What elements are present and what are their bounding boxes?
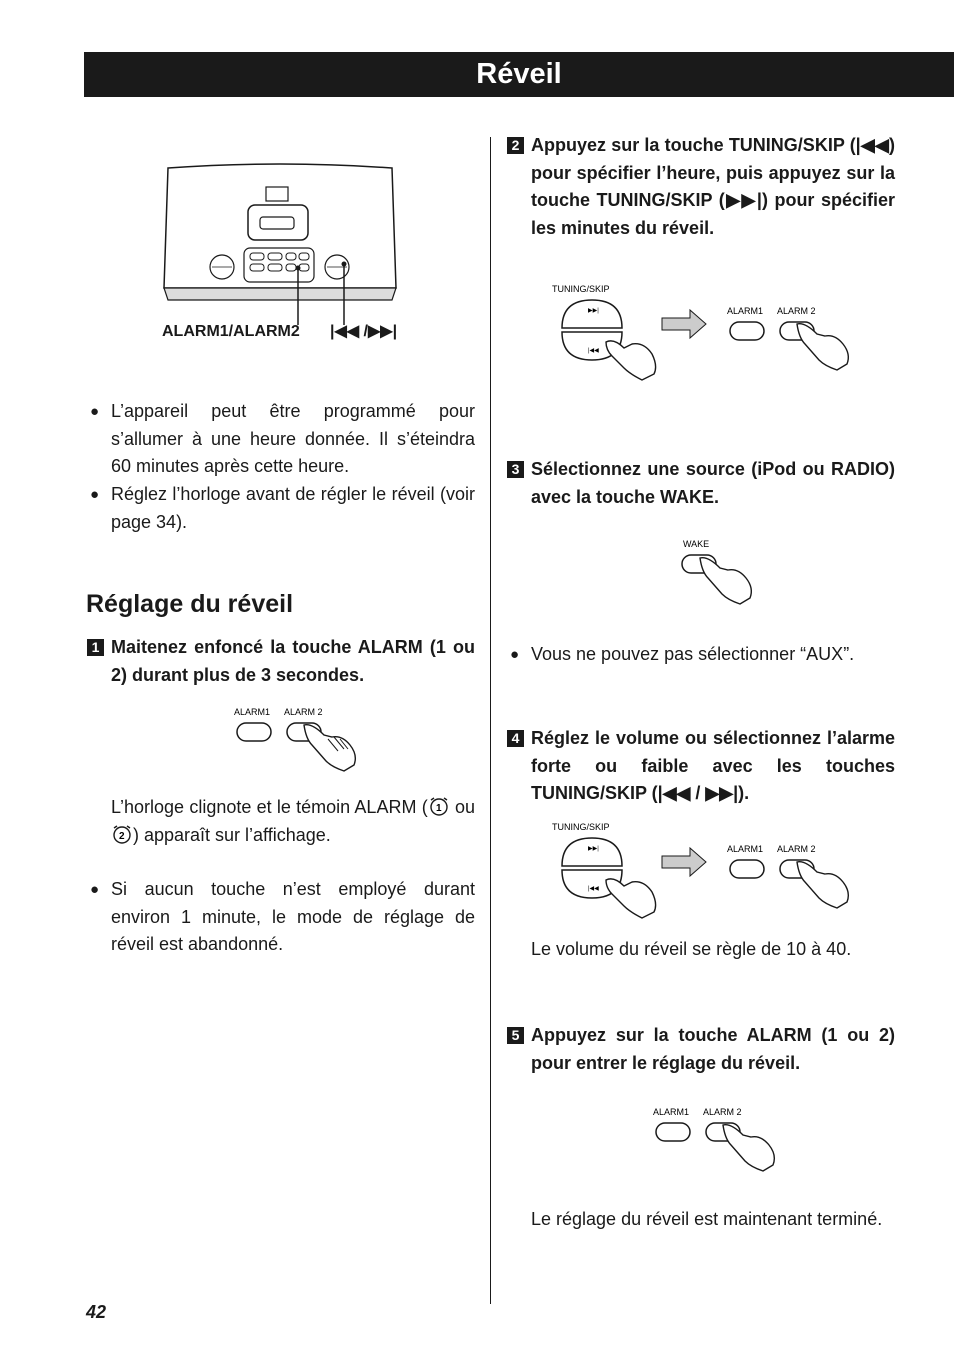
bullet-marker: ●	[90, 881, 100, 898]
svg-text:2: 2	[119, 830, 125, 842]
alarm1-label: ALARM1	[653, 1107, 690, 1117]
step-1-note-before: L’horloge clignote et le témoin ALARM (	[111, 797, 428, 817]
bullet-marker: ●	[90, 486, 100, 503]
prev-glyph: |◀◀	[588, 886, 599, 892]
alarm2-label: ALARM 2	[777, 844, 816, 854]
step-number: 5	[507, 1027, 524, 1044]
tuning-skip-label: TUNING/SKIP	[552, 284, 610, 294]
step-number: 2	[507, 137, 524, 154]
svg-text:1: 1	[435, 803, 442, 815]
step-5-text: Appuyez sur la touche ALARM (1 ou 2) pour entrer le réglage du réveil.	[531, 1025, 895, 1073]
wake-button-figure	[680, 538, 770, 608]
intro-bullet-1: L’appareil peut être programmé pour s’allumer à une heure donnée. Il s’éteindra 60 minutes après cette heure.	[111, 401, 475, 476]
step-3-bullet: Vous ne pouvez pas sélectionner “AUX”.	[531, 644, 855, 664]
step-1-note-after: ) apparaît sur l’affichage.	[133, 824, 331, 845]
alarm1-label: ALARM1	[234, 707, 271, 717]
intro-bullet-2: Réglez l’horloge avant de régler le réveil (voir page 34).	[111, 484, 475, 532]
step-5-note: Le réglage du réveil est maintenant terminé.	[531, 1209, 883, 1229]
step-1-note	[111, 794, 475, 849]
step-4-text: Réglez le volume ou sélectionnez l’alarme forte ou faible avec les touches TUNING/SKIP (|◀◀ / ▶▶|).	[531, 728, 895, 803]
bullet-marker: ●	[90, 403, 100, 420]
alarm2-label: ALARM 2	[777, 306, 816, 316]
step-1-text: Maitenez enfoncé la touche ALARM (1 ou 2) durant plus de 3 secondes.	[111, 637, 475, 685]
step-number: 4	[507, 730, 524, 747]
step-number: 3	[507, 461, 524, 478]
tuning-skip-figure-2	[550, 820, 860, 920]
alarm-buttons-figure-2	[651, 1105, 791, 1175]
section-heading: Réglage du réveil	[86, 590, 294, 618]
wake-label: WAKE	[683, 539, 710, 549]
device-illustration	[160, 160, 400, 310]
column-divider	[490, 137, 491, 1304]
step-3-text: Sélectionnez une source (iPod ou RADIO) avec la touche WAKE.	[531, 459, 895, 507]
bullet-marker: ●	[510, 646, 520, 663]
page-title: Réveil	[84, 52, 954, 97]
alarm1-label: ALARM1	[727, 306, 764, 316]
alarm-1-icon	[428, 795, 450, 817]
step-1-bullet: Si aucun touche n’est employé durant environ 1 minute, le mode de réglage de réveil est abandonné.	[111, 879, 475, 954]
page-number: 42	[86, 1302, 107, 1322]
next-glyph: ▶▶|	[588, 308, 599, 314]
alarm2-label: ALARM 2	[284, 707, 323, 717]
next-glyph: ▶▶|	[588, 846, 599, 852]
step-1-note-ou: ou	[454, 797, 475, 817]
device-label-skip: |◀◀ /▶▶|	[330, 323, 398, 340]
alarm1-label: ALARM1	[727, 844, 764, 854]
device-label-alarm: ALARM1/ALARM2	[162, 323, 300, 340]
step-number: 1	[87, 639, 104, 656]
alarm2-label: ALARM 2	[703, 1107, 742, 1117]
tuning-skip-figure-1	[550, 282, 860, 382]
step-2-text: Appuyez sur la touche TUNING/SKIP (|◀◀) pour spécifier l’heure, puis appuyez sur la touche TUNING/SKIP (▶▶|) pour spécifier les minutes du réveil.	[531, 135, 895, 238]
tuning-skip-label: TUNING/SKIP	[552, 822, 610, 832]
step-4-note: Le volume du réveil se règle de 10 à 40.	[531, 939, 852, 959]
prev-glyph: |◀◀	[588, 348, 599, 354]
alarm-buttons-figure	[232, 705, 372, 775]
alarm-2-icon	[111, 823, 133, 845]
